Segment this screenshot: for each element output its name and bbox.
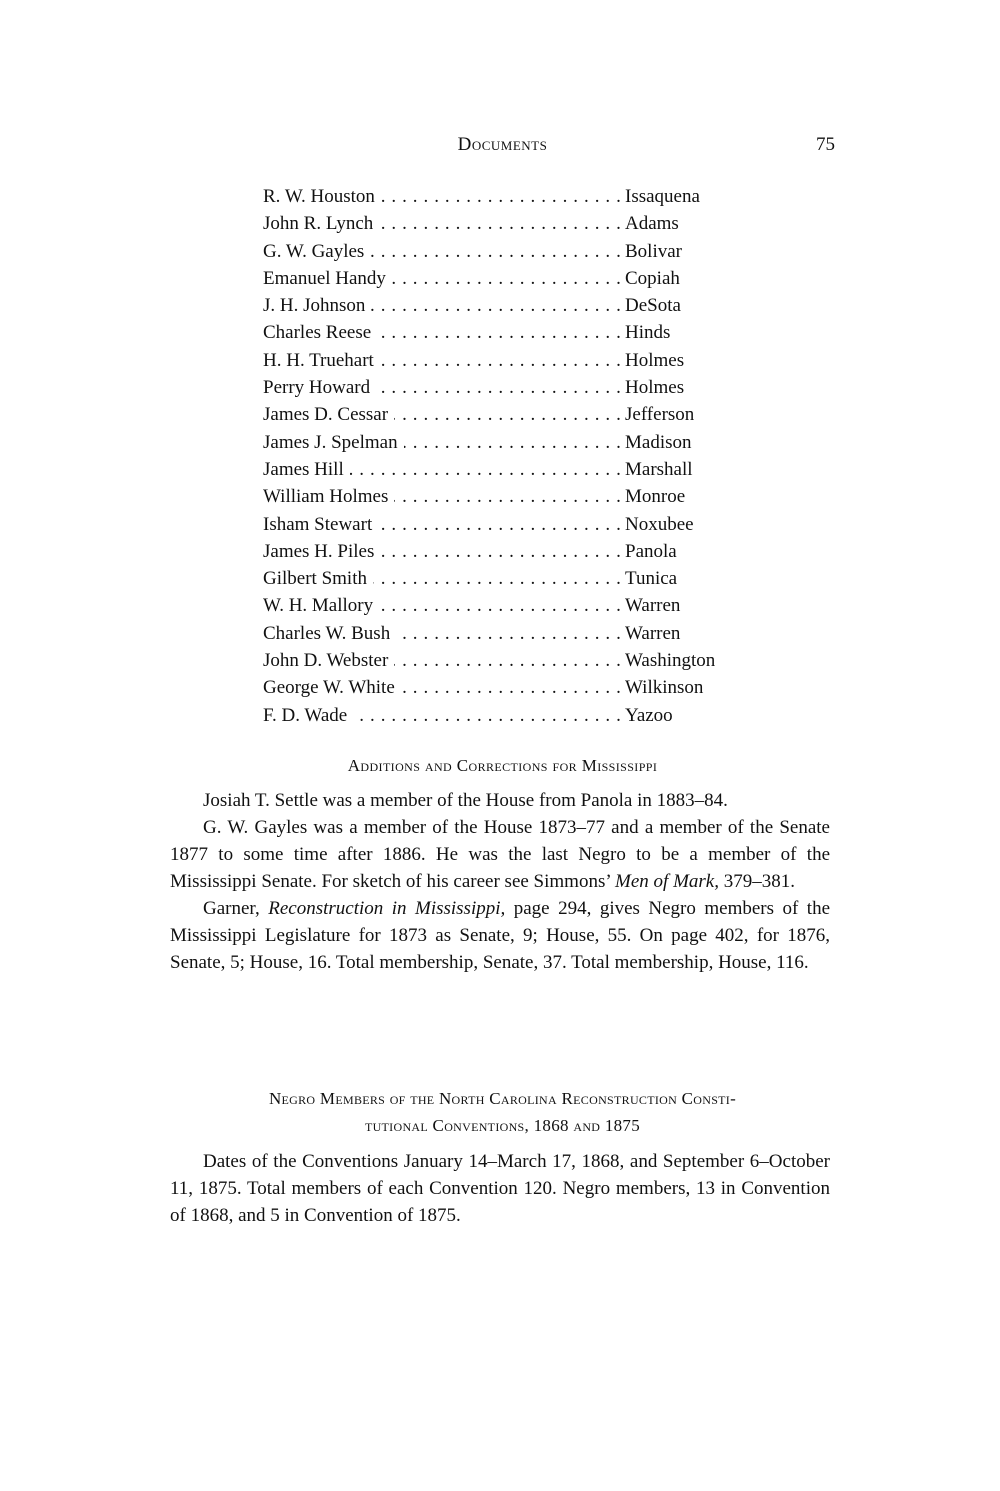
member-name: William Holmes bbox=[263, 483, 394, 510]
north-carolina-heading bbox=[170, 1085, 835, 1139]
member-county: Tunica bbox=[623, 565, 677, 592]
member-roster bbox=[263, 183, 753, 729]
member-county: Hinds bbox=[623, 319, 670, 346]
roster-row bbox=[263, 429, 753, 456]
member-county: Warren bbox=[623, 592, 680, 619]
member-name: Charles Reese bbox=[263, 319, 377, 346]
roster-row bbox=[263, 511, 753, 538]
north-carolina-heading-line-1: Negro Members of the North Carolina Reconstruction Consti- bbox=[268, 1089, 737, 1108]
additions-paragraph-2 bbox=[170, 814, 830, 895]
member-county: DeSota bbox=[623, 292, 681, 319]
roster-row bbox=[263, 319, 753, 346]
roster-row bbox=[263, 647, 753, 674]
roster-row bbox=[263, 183, 753, 210]
member-name: F. D. Wade bbox=[263, 702, 353, 729]
member-county: Marshall bbox=[623, 456, 693, 483]
para2-title: Men of Mark, bbox=[615, 871, 719, 892]
para3-author: Garner, bbox=[203, 898, 269, 919]
member-county: Washington bbox=[623, 647, 715, 674]
member-county: Copiah bbox=[623, 265, 680, 292]
member-county: Yazoo bbox=[623, 702, 673, 729]
roster-row bbox=[263, 702, 753, 729]
running-title: Documents bbox=[457, 134, 548, 155]
roster-row bbox=[263, 210, 753, 237]
roster-row bbox=[263, 401, 753, 428]
roster-row bbox=[263, 265, 753, 292]
para2-text: G. W. Gayles was a member of the House 1873–77 and a member of the Senate 1877 to some time after 1886. He was the last Negro to be a member of the Mississippi Senate. For sketch of his career see Simmons’ bbox=[170, 817, 830, 892]
roster-row bbox=[263, 292, 753, 319]
running-head bbox=[170, 134, 835, 164]
member-county: Wilkinson bbox=[623, 674, 703, 701]
member-county: Holmes bbox=[623, 347, 684, 374]
member-county: Jefferson bbox=[623, 401, 694, 428]
additions-body bbox=[170, 787, 830, 976]
roster-row bbox=[263, 565, 753, 592]
north-carolina-body bbox=[170, 1148, 830, 1229]
para2-pages: 379–381. bbox=[718, 871, 795, 892]
roster-row bbox=[263, 374, 753, 401]
member-county: Madison bbox=[623, 429, 692, 456]
para3-title: Reconstruction in Mississippi, bbox=[268, 898, 506, 919]
roster-row bbox=[263, 592, 753, 619]
member-name: George W. White bbox=[263, 674, 401, 701]
additions-paragraph-1: Josiah T. Settle was a member of the House from Panola in 1883–84. bbox=[203, 790, 728, 811]
member-county: Monroe bbox=[623, 483, 685, 510]
member-name: J. H. Johnson bbox=[263, 292, 371, 319]
roster-row bbox=[263, 483, 753, 510]
member-name: John D. Webster bbox=[263, 647, 394, 674]
page-number: 75 bbox=[816, 134, 835, 155]
member-county: Adams bbox=[623, 210, 679, 237]
north-carolina-paragraph: Dates of the Conventions January 14–March 17, 1868, and September 6–October 11, 1875. Total members of each Convention 120. Negro members, 13 in Convention of 1868, and 5 in Convention of 1875. bbox=[170, 1151, 830, 1226]
member-name: Charles W. Bush bbox=[263, 620, 396, 647]
member-name: R. W. Houston bbox=[263, 183, 381, 210]
north-carolina-heading-line-2: tutional Conventions, 1868 and 1875 bbox=[364, 1116, 641, 1135]
member-county: Noxubee bbox=[623, 511, 694, 538]
member-name: James H. Piles bbox=[263, 538, 380, 565]
additions-heading: Additions and Corrections for Mississippi bbox=[347, 756, 658, 775]
member-name: James D. Cessar bbox=[263, 401, 394, 428]
roster-row bbox=[263, 674, 753, 701]
member-name: Perry Howard bbox=[263, 374, 376, 401]
member-name: Isham Stewart bbox=[263, 511, 378, 538]
member-name: H. H. Truehart bbox=[263, 347, 380, 374]
member-county: Holmes bbox=[623, 374, 684, 401]
roster-row bbox=[263, 620, 753, 647]
member-county: Panola bbox=[623, 538, 677, 565]
roster-row bbox=[263, 347, 753, 374]
roster-row bbox=[263, 238, 753, 265]
member-name: James Hill bbox=[263, 456, 350, 483]
member-name: James J. Spelman bbox=[263, 429, 404, 456]
member-county: Issaquena bbox=[623, 183, 700, 210]
member-county: Bolivar bbox=[623, 238, 682, 265]
para3-text: page 294, gives Negro members of the Mississippi Legislature for 1873 as Senate, 9; House, 55. On page 402, for 1876, Senate, 5; House, 16. Total membership, Senate, 37. Total membership, House, 116. bbox=[170, 898, 831, 973]
roster-row bbox=[263, 456, 753, 483]
member-name: Gilbert Smith bbox=[263, 565, 373, 592]
member-name: John R. Lynch bbox=[263, 210, 379, 237]
additions-paragraph-3 bbox=[170, 895, 830, 976]
member-name: Emanuel Handy bbox=[263, 265, 392, 292]
roster-row bbox=[263, 538, 753, 565]
member-name: W. H. Mallory bbox=[263, 592, 379, 619]
member-name: G. W. Gayles bbox=[263, 238, 370, 265]
member-county: Warren bbox=[623, 620, 680, 647]
